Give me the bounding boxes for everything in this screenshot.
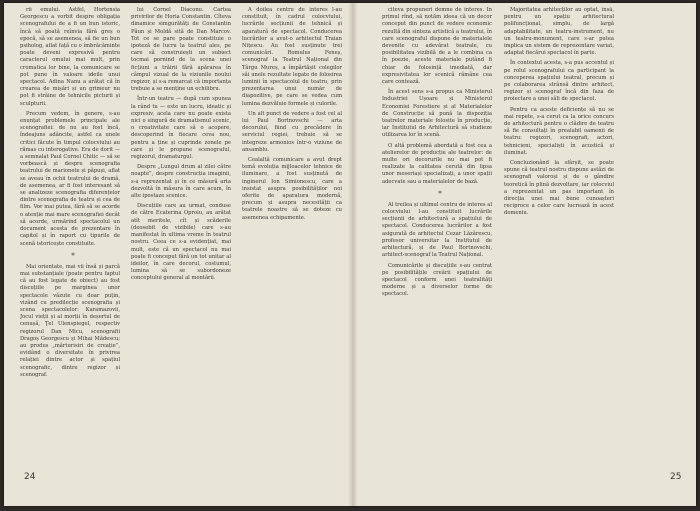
text-column (504, 7, 614, 437)
paragraph: rii emului. Astfel, Hortensia Georgescu a vorbit despre obligația scenografului de a fi un bun istoric, încă să poată reînvia fără greș o epocă, să se asemenea, să fie un bun psiholog, aflat față cu o îmbrăcăminte poate deveni expresivă pentru caracterul omului mai mult, prin cromatica lor bine, la comunicare se pot pune în valoare ideile unui spectacol. Adina Nanu a arătat că în crearea de mișări și un grimeur nu pot fi străine de tehnicile picturii și sculpturii. (20, 7, 120, 107)
paragraph: lui Cornel Diaconu. Cartea privirilor de Horia Constantin. Cîteva dinamice simgurătăți de Constantin Păun și Moldă sită de Dan Marcov. Tot ce se pare poate constituie o ipoteză de lucru la teatrul ales, pe care să construiești un subiect tocmai pornind de la scena unei ficțiuni a trăirii fără apărarea în câmpul vizual de la viziunile noului regizor, și s-a remarcat că importanța trebuie a se menține un echilibru. (131, 7, 231, 93)
right-page (358, 3, 696, 506)
text-column (382, 7, 492, 437)
paragraph: Al treilea și ultimul centru de interes al colocviului l-au constituit lucrările secțiunii de arhitectură a spațiului de spectacol. Conducerea lucrărilor a fost asigurată de arhitectul Cezar Lăzărescu, profesor universitar la Institutul de arhitectură, și de Paul Bortnovschi, arhitect-scenograf la Teatrul Național. (382, 201, 492, 259)
page-number: 24 (24, 472, 36, 482)
left-page (4, 3, 348, 506)
paragraph: Pentru ca aceste deficiențe să nu se mai repete, s-a cerut ca la orice concurs de arhitectură pentru o clădire de teatru să fie consultați în prealabil oamenii de teatru: regizori, scenografi, actori, tehnicieni, specialiști în acustică și iluminat. (504, 106, 614, 156)
paragraph: O altă problemă abordată a fost cea a atelierelor de producție ale teatrelor: de multe ori decorurile nu mai pot fi realizate la calitatea cerută din lipsa unor meseriași specializați, a unor spații adecvate sau a materialelor de bază. (382, 142, 492, 185)
paragraph: Comunicările și discuțiile s-au centrat pe posibilitățile creării spațiului de spectacol conform unei teatralități moderne și a diverselor forme de spectacol. (382, 262, 492, 298)
text-column (242, 7, 342, 437)
text-column (131, 7, 231, 437)
paragraph: A doilea centru de interes l-au constituit, în cadrul colocviului, lucrările secțiunii de tehnică și aparatură de spectacol. Conducerea lucrărilor a avut-o arhitectul Traian Nițescu. Au fost susținute trei comunicări. Romulus Feneș, scenograf la Teatrul Național din Târgu Mureș, a împărtășit colegilor săi unele rezultate legate de folosirea luminii în spectacolul de teatru, prin prezentarea unui număr de diapozitive, pe care se vedea cum lumina dezvăluie formele și culorile. (242, 7, 342, 107)
paragraph: Concluzionând la sfârșit, se poate spune că teatrul nostru dispune astăzi de scenografi valoroși și de o gândire teoretică în plină dezvoltare, iar colocviul a reprezentat un pas important în direcția unei mai bune cunoașteri reciproce a celor care lucrează în acest domeniu. (504, 160, 614, 217)
magazine-spread (4, 3, 696, 506)
paragraph: Într-un teatru — după cum spunea la rând tu — este un lucru, ideatic și expresiv, acela care nu poate exista nici o singură de dramatismul scenic, o creativitate care să o acopere, descoperind în fiecare ceva nou, pentru a ține și cuprinde zonele pe care și le propune scenograful, regizorul, dramaturgul. (131, 96, 231, 161)
paragraph: Un alt punct de vedere a fost cel al lui Paul Bortnovschi — arta decorului, fiind cu precădere în serviciul regiei, trebuie să se integreze armonios într-o viziune de ansamblu. (242, 110, 342, 153)
paragraph: Mai orientate, mai vii însă și parcă mai substanțiale (poate pentru faptul că au fost legate de obiect) au fost discuțiile pe marginea unor spectacole văzute cu doar puțin, vizând cu predilecție scenografia și scena spectacolelor: Karamazovii, Jocul vieții și al morții în deșertul de cenușă, Ţel Ulenspiegel, respectiv regizorul Dan Micu, scenografii Dragoș Georgescu și Mihai Mădescu; au produs „mărturisiri de creație”, evidând o diversitate în privirea relației dintre actor și spațiul scenografic, dintre regizor și scenograf. (20, 263, 120, 378)
page-number: 25 (670, 472, 682, 482)
paragraph: Precum vedem, în genere, s-au enunțat problemele principale ale scenografiei: de nu au fost încă, îndeajuns adâncite, astfel ca unele critici făcute în timpul colocviului au rămas cu interogative. Era de dorit — a semnalat Paul Cornel Chitic — să se vorbească și despre scenografia teatrului de marionete și păpuși, aflat se aveau în ochii teatrului de dramă, de asemenea, ar fi fost interesant să se analizeze scenografia diferențelor dintre scenografia de teatru și cea de film. Vor mai putea, fără să se acorde o atenție mai mare scenografiei decât să acorde, urmărind spectacolul un document acesta de prezentare în capitol și în raport cu tipurile de scenă istoricește constituite. (20, 110, 120, 247)
paragraph: În contextul acesta, s-a pus accentul și pe rolul scenografului ca participant la conceperea spațiului teatral, precum și pe colaborarea strânsă dintre arhitect, regizor și scenograf încă din faza de proiectare a unei săli de spectacol. (504, 60, 614, 103)
paragraph: Discuțiile care au urmat, conduse de către Ecaterina Oproiu, au arătat atît meritele, cît și scăderile (deosebit de vizibile) care s-au manifestat în ultima vreme în teatrul nostru. Ceea ce s-a evidențiat, mai mult, este că un spectacol nu mai poate fi conceput fără un tot unitar al ideilor, în care decorul, costumul, lumina să se subordoneze conceptului general al montării. (131, 203, 231, 282)
paragraph: Cealaltă comunicare a avut drept temă evoluția mijloacelor tehnice de iluminare, a fost susținută de inginerul Ion Simionescu, care a insistat asupra posibilităților noi oferite de aparatura modernă, precum și asupra necesității ca teatrele noastre să se doteze cu asemenea echipamente. (242, 157, 342, 221)
paragraph: În acest sens s-a propus ca Ministerul Industriei Ușoare și Ministerul Economiei Forestiere și al Materialelor de Construcție să pună la dispoziția teatrelor materiale folosite în producție, iar Institutul de Arhitectură să studieze utilizarea lor în scenă. (382, 89, 492, 139)
book-gutter (348, 3, 358, 506)
section-separator: * (71, 251, 75, 260)
paragraph: citeva propuneri demne de interes. În primul rînd, să notăm ideea că un decor conceput din punct de vedere economic rezultă din sinteza artistică a teatrului, în care scenograful dispune de materialele devenite cu adevărat teatrale, cu posibilitatea vizibilă de a le combina ca în poezie, aceste materiale putând fi chiar de folosință imediată, dar expresivitatea lor scenică rămâne cea care contează. (382, 7, 492, 86)
section-separator: * (438, 189, 442, 198)
paragraph: Majoritatea arhitecților au optat, însă, pentru un spațiu arhitectural polifuncțional, simplu, de largă adaptabilitate, un teatru-instrument, nu un teatru-monument, care s-ar putea implica un sistem de reprezentare variat, adaptat fiecărui spectacol în parte. (504, 7, 614, 57)
paragraph: Despre „Lungul drum al zilei către noapte”, despre construcția imaginii, s-a reprezentat și în ce măsură arta dezvoltă în măsura în care acum, în alte ipostaze scenice. (131, 164, 231, 200)
text-column (20, 7, 120, 437)
